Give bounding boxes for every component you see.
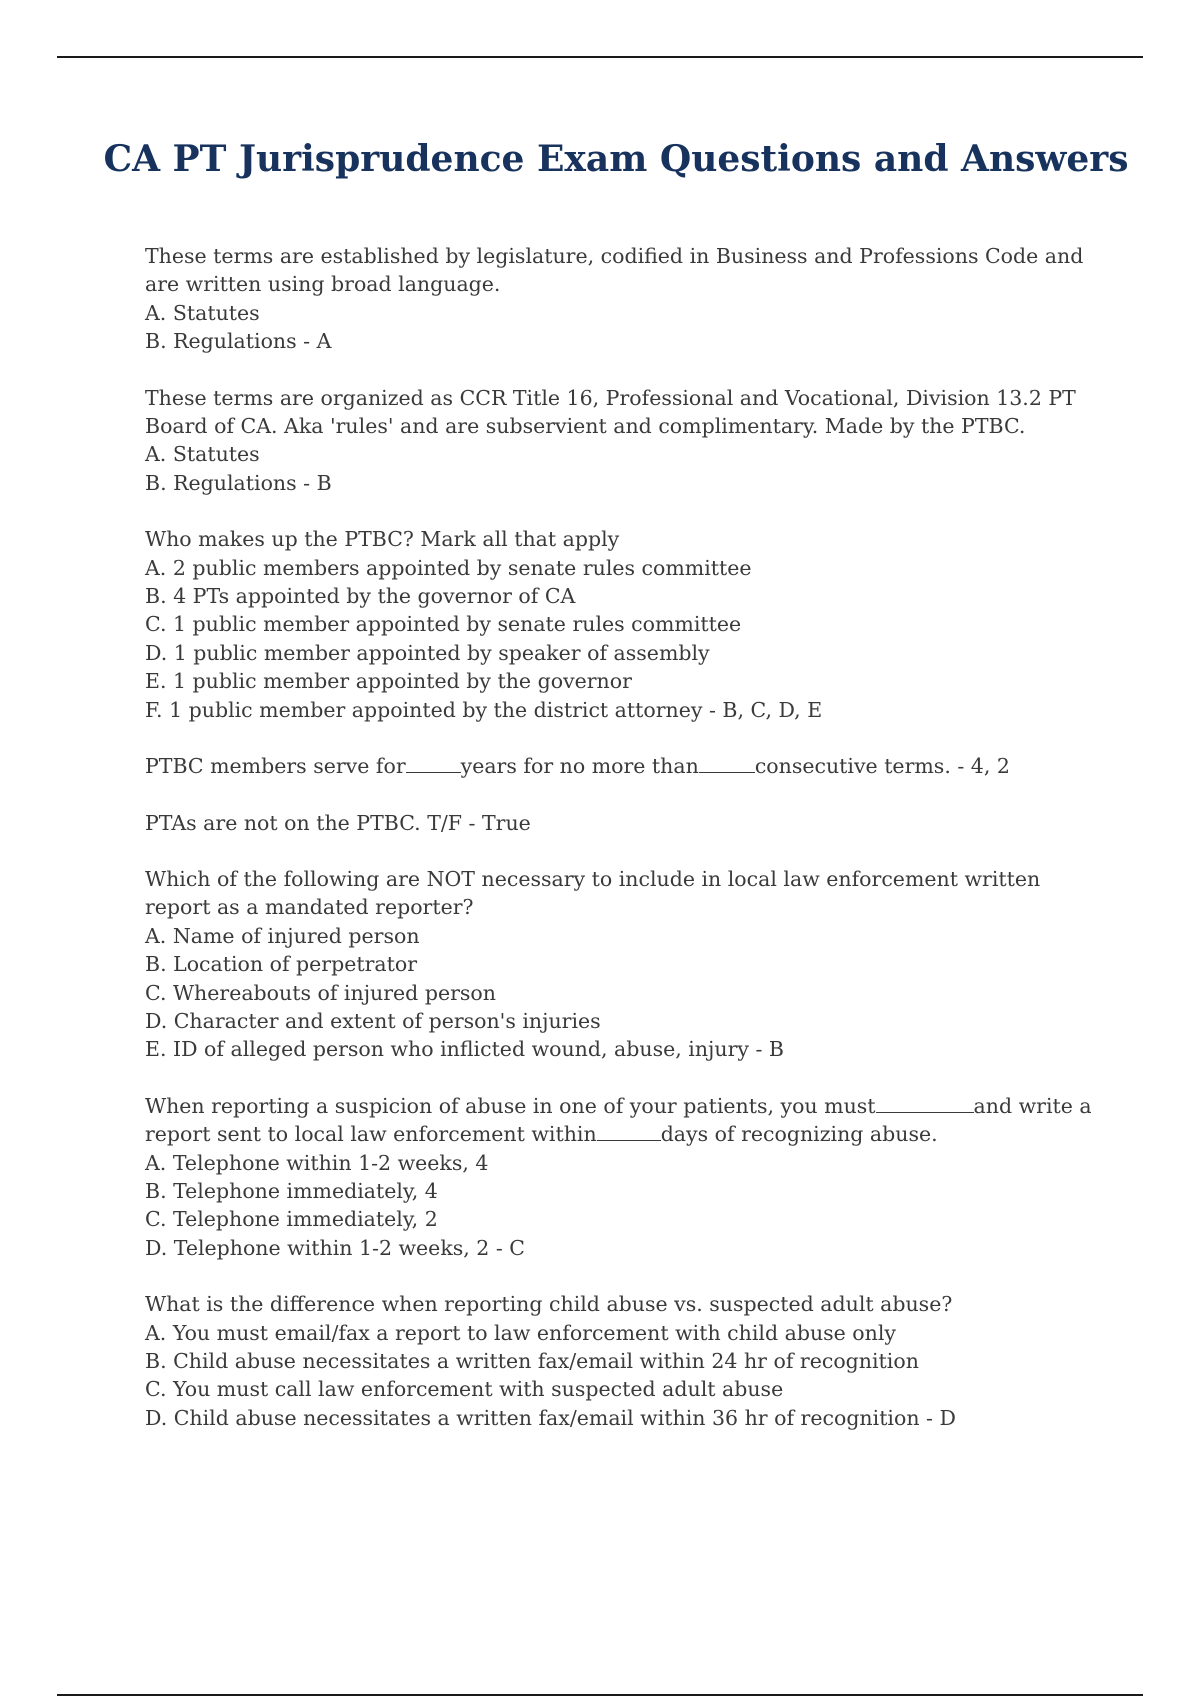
answer-option: D. Character and extent of person's injuries <box>145 1008 601 1033</box>
answer-option: A. 2 public members appointed by senate rules committee <box>145 555 752 580</box>
answer-option: C. You must call law enforcement with suspected adult abuse <box>145 1377 784 1402</box>
fill-in-blank <box>597 1122 661 1141</box>
answer-option: B. Regulations - B <box>145 470 332 495</box>
answer-option: C. Telephone immediately, 2 <box>145 1207 438 1232</box>
answer-option: B. Telephone immediately, 4 <box>145 1178 438 1203</box>
page-title: CA PT Jurisprudence Exam Questions and Answers <box>103 138 1129 180</box>
question-7 <box>145 1092 1105 1262</box>
question-fragment: and write a <box>973 1093 1092 1118</box>
answer-option: A. Statutes <box>145 300 260 325</box>
question-3 <box>145 525 1105 724</box>
question-4 <box>145 752 1105 780</box>
question-text: Who makes up the PTBC? Mark all that apply <box>145 527 620 552</box>
answer-option: D. 1 public member appointed by speaker of assembly <box>145 640 710 665</box>
bottom-rule <box>57 1694 1143 1696</box>
question-text: What is the difference when reporting child abuse vs. suspected adult abuse? <box>145 1292 953 1317</box>
question-fragment: report sent to local law enforcement within <box>145 1122 597 1147</box>
question-text <box>145 752 1105 780</box>
answer-option: A. Statutes <box>145 442 260 467</box>
answer-option: D. Telephone within 1-2 weeks, 2 - C <box>145 1235 525 1260</box>
answer-option: B. Location of perpetrator <box>145 952 418 977</box>
question-text: These terms are established by legislature, codified in Business and Professions Code and are written using broad language. <box>145 244 1084 297</box>
question-text-line-1 <box>145 1092 1105 1120</box>
question-1 <box>145 242 1105 356</box>
document-body <box>145 242 1105 1460</box>
question-8 <box>145 1290 1105 1432</box>
fill-in-blank <box>699 754 755 773</box>
answer-option: B. 4 PTs appointed by the governor of CA <box>145 584 576 609</box>
question-5 <box>145 809 1105 837</box>
question-6 <box>145 865 1105 1064</box>
answer-option: C. Whereabouts of injured person <box>145 980 496 1005</box>
question-fragment: years for no more than <box>460 754 699 779</box>
question-fragment: days of recognizing abuse. <box>660 1122 938 1147</box>
answer-option: A. Name of injured person <box>145 923 420 948</box>
question-fragment: consecutive terms. - 4, 2 <box>754 754 1010 779</box>
answer-option: D. Child abuse necessitates a written fax/email within 36 hr of recognition - D <box>145 1405 956 1430</box>
answer-option: B. Regulations - A <box>145 329 332 354</box>
question-fragment: PTBC members serve for <box>145 754 406 779</box>
fill-in-blank <box>876 1094 974 1113</box>
answer-option: B. Child abuse necessitates a written fax/email within 24 hr of recognition <box>145 1349 919 1373</box>
answer-option: E. 1 public member appointed by the governor <box>145 669 632 694</box>
top-rule <box>57 56 1143 58</box>
question-text-line-2 <box>145 1120 1105 1148</box>
fill-in-blank <box>406 754 461 773</box>
question-text: PTAs are not on the PTBC. T/F - True <box>145 810 531 835</box>
question-fragment: When reporting a suspicion of abuse in one of your patients, you must <box>145 1093 876 1118</box>
answer-option: C. 1 public member appointed by senate rules committee <box>145 612 742 637</box>
question-text: These terms are organized as CCR Title 16, Professional and Vocational, Division 13.2 PT Board of CA. Aka 'rules' and are subservient and complimentary. Made by the PTBC. <box>145 385 1076 439</box>
question-text: Which of the following are NOT necessary to include in local law enforcement written report as a mandated reporter? <box>145 866 1041 920</box>
answer-option: A. You must email/fax a report to law enforcement with child abuse only <box>145 1320 896 1345</box>
answer-option: E. ID of alleged person who inflicted wound, abuse, injury - B <box>145 1037 784 1062</box>
answer-option: A. Telephone within 1-2 weeks, 4 <box>145 1150 489 1175</box>
answer-option: F. 1 public member appointed by the district attorney - B, C, D, E <box>145 697 823 722</box>
question-2 <box>145 384 1105 498</box>
